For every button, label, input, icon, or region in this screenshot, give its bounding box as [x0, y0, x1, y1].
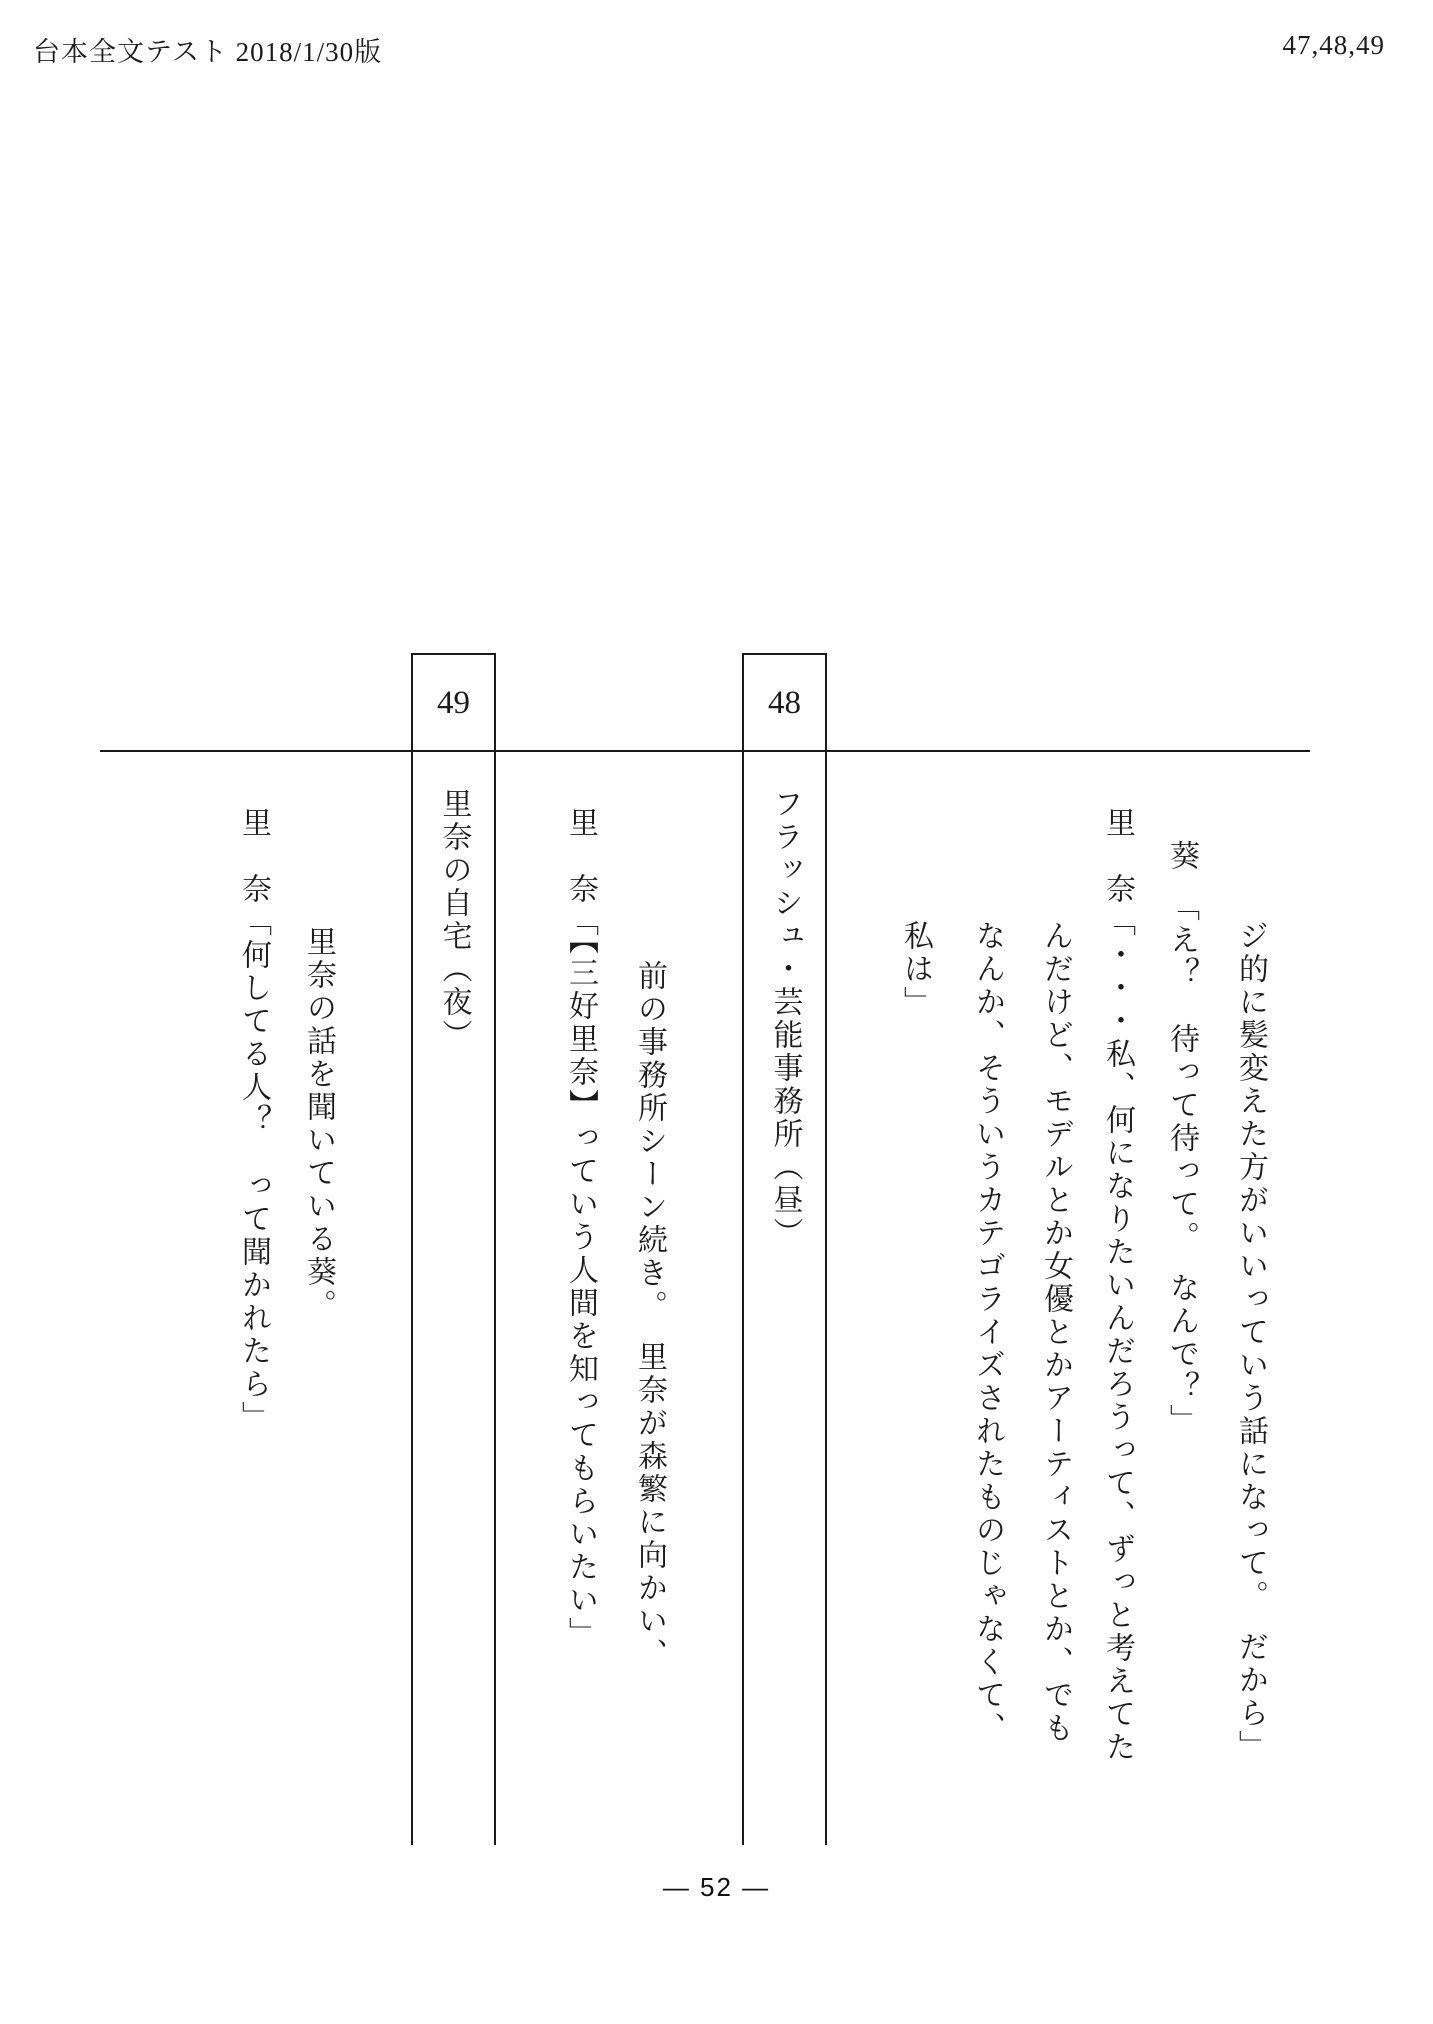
speaker-name-rina-49: 里 奈	[237, 807, 270, 906]
scene-number-49: 49	[437, 685, 470, 721]
scene-heading-49: 里奈の自宅（夜）	[437, 788, 471, 1052]
dialogue-line-rina-3: なんか、そういうカテゴライズされたものじゃなくて、	[971, 920, 1004, 1745]
speaker-name-aoi: 葵	[1165, 807, 1198, 906]
stage-direction-48: 前の事務所シーン続き。 里奈が森繁に向かい、	[633, 960, 666, 1671]
scene-column-48	[742, 653, 827, 1845]
speaker-name-rina-48: 里 奈	[564, 807, 597, 906]
page-number: — 52 —	[662, 1872, 771, 1902]
scene-column-49	[411, 653, 496, 1845]
dialogue-line-rina-2: んだけど、モデルとか女優とかアーティストとか、でも	[1039, 920, 1072, 1745]
dialogue-column-rina-48	[561, 786, 637, 1650]
dialogue-line-aoi: 「え？ 待って待って。 なんで？」	[1165, 906, 1198, 1437]
scene-heading-48: フラッシュ・芸能事務所（昼）	[768, 788, 802, 1250]
dialogue-line-rina-49: 「何してる人？ って聞かれたら」	[237, 906, 270, 1434]
scene-number-48: 48	[768, 685, 801, 721]
dialogue-line-rina-4: 私は」	[899, 920, 932, 1019]
stage-direction-49: 里奈の話を聞いている葵。	[302, 926, 335, 1322]
dialogue-line-rina-48: 「【三好里奈】っていう人間を知ってもらいたい」	[564, 906, 597, 1650]
header-scene-range: 47,48,49	[1282, 30, 1385, 60]
dialogue-line-rina-1: 「・・・私、何になりたいんだろうって、ずっと考えてた	[1101, 906, 1134, 1764]
document-title: 台本全文テスト 2018/1/30版	[33, 37, 383, 67]
dialogue-column-rina-47	[1098, 786, 1174, 1764]
speaker-name-rina: 里 奈	[1101, 807, 1134, 906]
dialogue-overflow-line: ジ的に髪変えた方がいいっていう話になって。 だから」	[1234, 920, 1267, 1763]
scene-divider-rule	[100, 750, 1310, 752]
dialogue-column-rina-49	[234, 786, 310, 1434]
